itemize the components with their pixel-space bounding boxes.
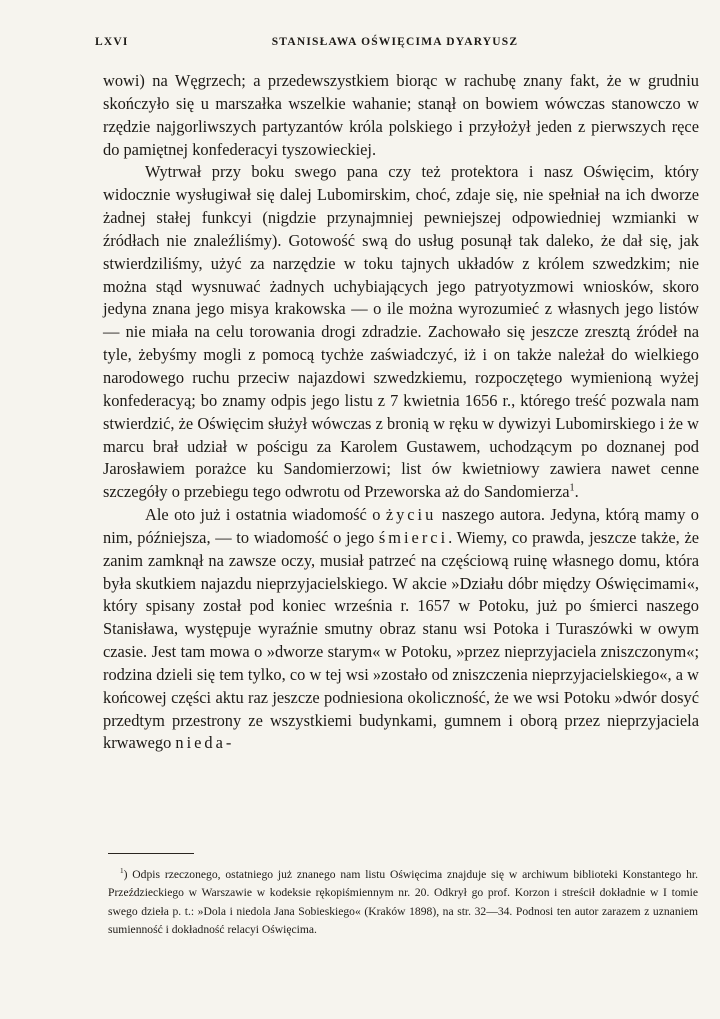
footnote-marker: 1: [120, 867, 124, 876]
paragraph-3-text-a: Ale oto już i ostatnia wiadomość o: [145, 505, 386, 525]
paragraph-2-end: .: [574, 482, 579, 502]
footnote-text: ) Odpis rzeczonego, ostatniego już znanego nam listu Oświęcima znajduje się w archiwum biblioteki Konstantego hr. Przeździeckiego w Warszawie w kodeksie rękopiśmiennym nr. 20. Odkrył go prof. Korzon i streścił dokładnie w I tomie swego dzieła p. t.: »Dola i niedola Jana Sobieskiego« (Kraków 1898), na str. 32—34. Podnosi ten autor zarazem z uznaniem sumienność i dokładność relacyi Oświęcima.: [108, 868, 698, 936]
paragraph-3-text-b: naszego autora. Jedyna, którą mamy o nim, późniejsza, — to wiadomość o jego: [103, 505, 699, 547]
footnote: [108, 866, 698, 939]
paragraph-3: [103, 504, 699, 755]
paragraph-3-text-c: . Wiemy, co prawda, jeszcze także, że zanim zamknął na zawsze oczy, musiał patrzeć na częściową ruinę własnego domu, która była skutkiem najazdu nieprzyjacielskiego. W akcie »Działu dóbr między Oświęcimami«, który spisany został pod koniec września r. 1657 w Potoku, już po śmierci naszego Stanisława, występuje wyraźnie smutny obraz stanu wsi Potoka i Turaszówki w owym czasie. Jest tam mowa o »dworze starym« w Potoku, »przez nieprzyjaciela zniszczonym«; rodzina dzieli się tem tylko, co w tej wsi »zostało od zniszczenia nieprzyjacielskiego«, a w końcowej części aktu raz jeszcze podniesiona okoliczność, że we wsi Potoku »dwór dosyć przedtym przestrony ze wszystkiemi budynkami, gumnem i oborą przez nieprzyjaciela krwawego: [103, 527, 699, 753]
footnote-reference[interactable]: 1: [569, 482, 575, 494]
footnote-divider: [108, 853, 194, 854]
spaced-word-smierci: śmierci: [378, 527, 449, 547]
paragraph-1: [103, 70, 699, 161]
page-number: LXVI: [95, 36, 129, 48]
paragraph-2-text: Wytrwał przy boku swego pana czy też protektora i nasz Oświęcim, który widocznie wysługiwał się dalej Lubomirskim, choć, zdaje się, nie spełniał na ich dworze żadnej stałej funkcyi (nigdzie przynajmniej pewniejszej odpowiedniej wzmianki w źródłach nie znaleźliśmy). Gotowość swą do usług posunął tak daleko, że dał się, jak stwierdziliśmy, użyć za narzędzie w toku tajnych układów z królem szwedzkim; nie można stąd wysnuwać żadnych uchybiających jego patryotyzmowi wniosków, skoro jedyna znana jego misya krakowska — o ile można wyrozumieć z własnych jego listów — nie miała na celu torowania drogi zdradzie. Zachowało się jeszcze zresztą źródeł na tyle, żebyśmy mogli z pomocą tychże zaświadczyć, iż i on także należał do wielkiego narodowego ruchu przeciw najazdowi szwedzkiemu, rozpoczętego wymienioną wyżej konfederacyą; bo znamy odpis jego listu z 7 kwietnia 1656 r., którego treść pozwala nam stwierdzić, że Oświęcim służył wówczas z bronią w ręku w dywizyi Lubomirskiego i że w marcu brał udział w pościgu za Karolem Gustawem, uchodzącym po doznanej pod Jarosławiem porażce ku Sandomierzowi; list ów kwietniowy zawiera nawet cenne szczegóły o przebiegu tego odwrotu od Przeworska aż do Sandomierza: [103, 162, 699, 502]
paragraph-1-text: wowi) na Węgrzech; a przedewszystkiem biorąc w rachubę znany fakt, że w grudniu skończyło się u marszałka wszelkie wahanie; stanął on bowiem wówczas stanowczo w rzędzie najgorliwszych partyzantów króla polskiego i przyłożył jeden z pierwszych ręce do pamiętnej konfederacyi tyszowieckiej.: [103, 71, 699, 159]
paragraph-2: [103, 161, 699, 504]
spaced-word-nieda: nieda-: [175, 733, 235, 753]
running-title: STANISŁAWA OŚWIĘCIMA DYARYUSZ: [271, 36, 519, 48]
page-header: [95, 36, 695, 54]
spaced-word-zyciu: życiu: [385, 505, 437, 525]
body-text: [103, 70, 699, 755]
